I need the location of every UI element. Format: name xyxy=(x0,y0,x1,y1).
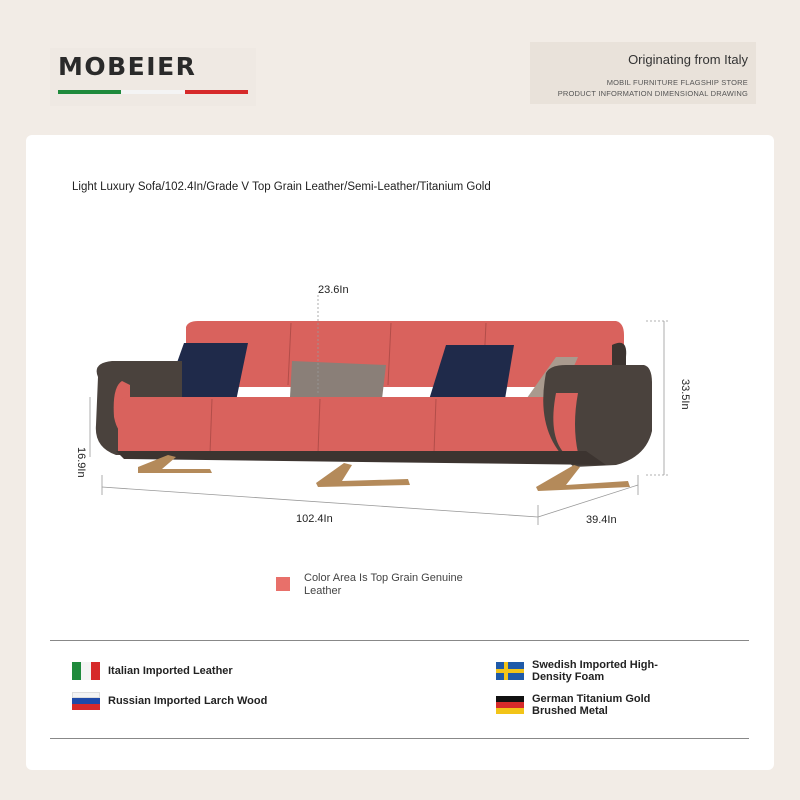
width-label: 102.4In xyxy=(296,513,333,525)
sofa-leg xyxy=(316,463,410,487)
feature-italian-leather xyxy=(72,662,272,680)
origin-subtitle-1: MOBIL FURNITURE FLAGSHIP STORE xyxy=(606,78,748,87)
germany-flag-icon xyxy=(496,696,524,714)
origin-title: Originating from Italy xyxy=(628,52,748,67)
brand-logo xyxy=(50,48,256,106)
brand-name: MOBEIER xyxy=(58,52,197,81)
italian-tricolor-line xyxy=(58,90,248,94)
depth-label: 39.4In xyxy=(586,514,617,526)
leather-legend-text: Color Area Is Top Grain Genuine Leather xyxy=(304,572,463,597)
feature-swedish-foam xyxy=(496,659,696,683)
feature-label: Italian Imported Leather xyxy=(108,665,233,677)
italy-flag-icon xyxy=(72,662,100,680)
seat-depth-label: 23.6In xyxy=(318,284,349,296)
seat-height-label: 16.9In xyxy=(75,447,87,478)
feature-label: German Titanium Gold Brushed Metal xyxy=(532,693,651,717)
product-title: Light Luxury Sofa/102.4In/Grade V Top Grain Leather/Semi-Leather/Titanium Gold xyxy=(72,181,491,193)
origin-panel xyxy=(530,42,756,104)
feature-label: Russian Imported Larch Wood xyxy=(108,695,268,707)
feature-german-metal xyxy=(496,693,696,717)
feature-russian-wood xyxy=(72,692,272,710)
pillow-gray xyxy=(290,361,386,399)
sofa-base xyxy=(116,451,606,465)
total-height-label: 33.5In xyxy=(679,379,691,410)
sofa-seat xyxy=(118,397,586,453)
leather-color-swatch xyxy=(276,577,290,591)
feature-label: Swedish Imported High-Density Foam xyxy=(532,659,658,683)
sofa-leg xyxy=(536,465,630,491)
origin-subtitle-2: PRODUCT INFORMATION DIMENSIONAL DRAWING xyxy=(557,89,748,98)
product-card xyxy=(26,135,774,770)
russia-flag-icon xyxy=(72,692,100,710)
divider-bottom xyxy=(50,738,749,739)
sweden-flag-icon xyxy=(496,662,524,680)
divider-top xyxy=(50,640,749,641)
sofa-dimension-drawing xyxy=(26,135,774,555)
header xyxy=(0,0,800,130)
